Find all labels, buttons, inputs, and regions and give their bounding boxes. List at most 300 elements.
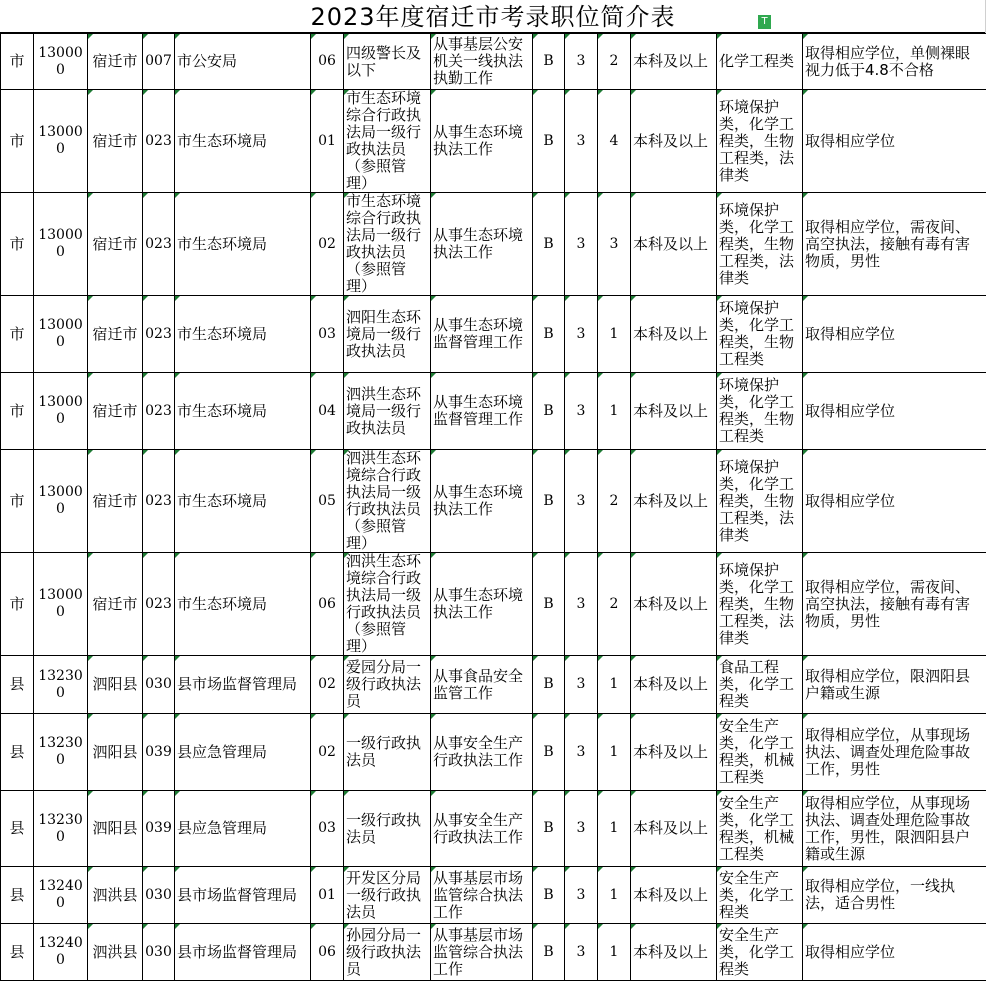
cell-note-icon xyxy=(344,553,349,558)
education-cell[interactable]: 本科及以上 xyxy=(631,296,717,373)
ratio-cell[interactable]: 3 xyxy=(565,656,598,714)
cell-note-icon xyxy=(533,867,538,872)
cell-note-icon xyxy=(143,924,148,929)
cell-note-icon xyxy=(311,656,316,661)
cell-note-icon xyxy=(344,714,349,719)
ratio-cell[interactable]: 3 xyxy=(565,924,598,981)
city-cell[interactable]: 宿迁市 xyxy=(88,553,143,656)
table-row[interactable] xyxy=(1,791,986,867)
education-cell[interactable]: 本科及以上 xyxy=(631,193,717,296)
cell-note-icon xyxy=(311,867,316,872)
education-cell[interactable]: 本科及以上 xyxy=(631,34,717,90)
count-cell[interactable]: 1 xyxy=(598,296,631,373)
cell-note-icon xyxy=(175,296,180,301)
dept-code-cell[interactable]: 130000 xyxy=(34,296,88,373)
cell-note-icon xyxy=(598,924,603,929)
cell-note-icon xyxy=(88,791,93,796)
cell-note-icon xyxy=(175,373,180,378)
cell-note-icon xyxy=(88,867,93,872)
level-cell[interactable]: 市 xyxy=(1,34,34,90)
cell-note-icon xyxy=(175,450,180,455)
city-cell[interactable]: 泗阳县 xyxy=(88,791,143,867)
cell-note-icon xyxy=(717,714,722,719)
cell-note-icon xyxy=(717,656,722,661)
cell-note-icon xyxy=(431,714,436,719)
unit-code-cell[interactable]: 023 xyxy=(143,193,175,296)
cell-note-icon xyxy=(431,34,436,39)
position-cell[interactable]: 一级行政执法员 xyxy=(344,791,431,867)
unit-code-cell[interactable]: 023 xyxy=(143,450,175,553)
cell-note-icon xyxy=(431,791,436,796)
cell-note-icon xyxy=(311,714,316,719)
unit-code-cell[interactable]: 030 xyxy=(143,924,175,981)
cell-note-icon xyxy=(631,296,636,301)
cell-note-icon xyxy=(431,656,436,661)
cell-note-icon xyxy=(88,714,93,719)
requirement-cell[interactable]: 取得相应学位 xyxy=(803,924,986,981)
table-row[interactable] xyxy=(1,924,986,981)
cell-note-icon xyxy=(88,90,93,95)
dept-code-cell[interactable]: 130000 xyxy=(34,450,88,553)
category-cell[interactable]: B xyxy=(533,296,565,373)
count-cell[interactable]: 1 xyxy=(598,714,631,791)
position-cell[interactable]: 爱园分局一级行政执法员 xyxy=(344,656,431,714)
duty-cell[interactable]: 从事生态环境监督管理工作 xyxy=(431,373,533,450)
cell-note-icon xyxy=(311,34,316,39)
position-cell[interactable]: 泗洪生态环境局一级行政执法员 xyxy=(344,373,431,450)
comment-marker-icon[interactable]: T xyxy=(758,15,771,29)
major-cell[interactable]: 安全生产类，化学工程类，机械工程类 xyxy=(717,791,803,867)
cell-note-icon xyxy=(717,553,722,558)
position-code-cell[interactable]: 03 xyxy=(311,791,344,867)
duty-cell[interactable]: 从事基层公安机关一线执法执勤工作 xyxy=(431,34,533,90)
cell-note-icon xyxy=(311,90,316,95)
category-cell[interactable]: B xyxy=(533,553,565,656)
category-cell[interactable]: B xyxy=(533,867,565,924)
ratio-cell[interactable]: 3 xyxy=(565,791,598,867)
level-cell[interactable]: 县 xyxy=(1,867,34,924)
cell-note-icon xyxy=(565,714,570,719)
cell-note-icon xyxy=(431,373,436,378)
requirement-cell[interactable]: 取得相应学位，一线执法，适合男性 xyxy=(803,867,986,924)
dept-code-cell[interactable]: 132400 xyxy=(34,924,88,981)
unit-cell[interactable]: 市生态环境局 xyxy=(175,373,311,450)
cell-note-icon xyxy=(88,553,93,558)
position-code-cell[interactable]: 01 xyxy=(311,867,344,924)
cell-note-icon xyxy=(717,924,722,929)
cell-note-icon xyxy=(631,373,636,378)
cell-note-icon xyxy=(143,714,148,719)
unit-code-cell[interactable]: 023 xyxy=(143,553,175,656)
cell-note-icon xyxy=(598,714,603,719)
cell-note-icon xyxy=(631,34,636,39)
level-cell[interactable]: 县 xyxy=(1,714,34,791)
unit-code-cell[interactable]: 039 xyxy=(143,791,175,867)
position-cell[interactable]: 开发区分局一级行政执法员 xyxy=(344,867,431,924)
cell-note-icon xyxy=(631,193,636,198)
cell-note-icon xyxy=(565,296,570,301)
dept-code-cell[interactable]: 132300 xyxy=(34,714,88,791)
cell-note-icon xyxy=(88,296,93,301)
city-cell[interactable]: 泗阳县 xyxy=(88,656,143,714)
major-cell[interactable]: 环境保护类，化学工程类，生物工程类，法律类 xyxy=(717,193,803,296)
dept-code-cell[interactable]: 132300 xyxy=(34,791,88,867)
city-cell[interactable]: 泗洪县 xyxy=(88,867,143,924)
cell-note-icon xyxy=(717,373,722,378)
category-cell[interactable]: B xyxy=(533,656,565,714)
cell-note-icon xyxy=(533,90,538,95)
duty-cell[interactable]: 从事生态环境执法工作 xyxy=(431,450,533,553)
dept-code-cell[interactable]: 130000 xyxy=(34,193,88,296)
unit-cell[interactable]: 县应急管理局 xyxy=(175,791,311,867)
requirement-cell[interactable]: 取得相应学位，单侧裸眼视力低于4.8不合格 xyxy=(803,34,986,90)
unit-code-cell[interactable]: 030 xyxy=(143,867,175,924)
category-cell[interactable]: B xyxy=(533,714,565,791)
count-cell[interactable]: 2 xyxy=(598,450,631,553)
cell-note-icon xyxy=(175,656,180,661)
city-cell[interactable]: 宿迁市 xyxy=(88,450,143,553)
cell-note-icon xyxy=(565,867,570,872)
ratio-cell[interactable]: 3 xyxy=(565,193,598,296)
requirement-cell[interactable]: 取得相应学位，需夜间、高空执法，接触有毒有害物质，男性 xyxy=(803,553,986,656)
education-cell[interactable]: 本科及以上 xyxy=(631,450,717,553)
cell-note-icon xyxy=(175,867,180,872)
count-cell[interactable]: 2 xyxy=(598,553,631,656)
city-cell[interactable]: 宿迁市 xyxy=(88,373,143,450)
cell-note-icon xyxy=(88,450,93,455)
ratio-cell[interactable]: 3 xyxy=(565,34,598,90)
level-cell[interactable]: 市 xyxy=(1,373,34,450)
duty-cell[interactable]: 从事安全生产行政执法工作 xyxy=(431,791,533,867)
count-cell[interactable]: 1 xyxy=(598,867,631,924)
position-code-cell[interactable]: 06 xyxy=(311,924,344,981)
cell-note-icon xyxy=(175,791,180,796)
position-code-cell[interactable]: 06 xyxy=(311,553,344,656)
requirement-cell[interactable]: 取得相应学位 xyxy=(803,90,986,193)
table-row[interactable] xyxy=(1,296,986,373)
count-cell[interactable]: 1 xyxy=(598,924,631,981)
cell-note-icon xyxy=(803,34,808,39)
cell-note-icon xyxy=(311,791,316,796)
cell-note-icon xyxy=(565,450,570,455)
position-code-cell[interactable]: 02 xyxy=(311,656,344,714)
table-row[interactable] xyxy=(1,90,986,193)
cell-note-icon xyxy=(565,924,570,929)
dept-code-cell[interactable]: 130000 xyxy=(34,34,88,90)
cell-note-icon xyxy=(533,714,538,719)
cell-note-icon xyxy=(631,714,636,719)
page-title: 2023年度宿迁市考录职位简介表 xyxy=(0,2,986,32)
level-cell[interactable]: 市 xyxy=(1,193,34,296)
table-row[interactable] xyxy=(1,656,986,714)
unit-code-cell[interactable]: 039 xyxy=(143,714,175,791)
duty-cell[interactable]: 从事生态环境监督管理工作 xyxy=(431,296,533,373)
cell-note-icon xyxy=(565,553,570,558)
cell-note-icon xyxy=(344,867,349,872)
cell-note-icon xyxy=(175,714,180,719)
title-row xyxy=(0,0,986,33)
position-code-cell[interactable]: 05 xyxy=(311,450,344,553)
ratio-cell[interactable]: 3 xyxy=(565,867,598,924)
cell-note-icon xyxy=(175,553,180,558)
requirement-cell[interactable]: 取得相应学位 xyxy=(803,450,986,553)
cell-note-icon xyxy=(311,924,316,929)
requirement-cell[interactable]: 取得相应学位，从事现场执法、调查处理危险事故工作，男性 xyxy=(803,714,986,791)
cell-note-icon xyxy=(631,867,636,872)
cell-note-icon xyxy=(533,553,538,558)
cell-note-icon xyxy=(803,553,808,558)
cell-note-icon xyxy=(565,373,570,378)
education-cell[interactable]: 本科及以上 xyxy=(631,867,717,924)
cell-note-icon xyxy=(431,193,436,198)
cell-note-icon xyxy=(311,450,316,455)
requirement-cell[interactable]: 取得相应学位，从事现场执法、调查处理危险事故工作，男性，限泗阳县户籍或生源 xyxy=(803,791,986,867)
cell-note-icon xyxy=(717,193,722,198)
cell-note-icon xyxy=(431,450,436,455)
category-cell[interactable]: B xyxy=(533,791,565,867)
category-cell[interactable]: B xyxy=(533,193,565,296)
cell-note-icon xyxy=(143,867,148,872)
education-cell[interactable]: 本科及以上 xyxy=(631,924,717,981)
cell-note-icon xyxy=(344,924,349,929)
cell-note-icon xyxy=(565,656,570,661)
cell-note-icon xyxy=(344,656,349,661)
table-row[interactable] xyxy=(1,553,986,656)
count-cell[interactable]: 1 xyxy=(598,656,631,714)
table-row[interactable] xyxy=(1,193,986,296)
cell-note-icon xyxy=(431,296,436,301)
cell-note-icon xyxy=(344,90,349,95)
count-cell[interactable]: 1 xyxy=(598,373,631,450)
cell-note-icon xyxy=(175,34,180,39)
duty-cell[interactable]: 从事基层市场监管综合执法工作 xyxy=(431,867,533,924)
cell-note-icon xyxy=(598,373,603,378)
city-cell[interactable]: 宿迁市 xyxy=(88,193,143,296)
major-cell[interactable]: 化学工程类 xyxy=(717,34,803,90)
education-cell[interactable]: 本科及以上 xyxy=(631,656,717,714)
cell-note-icon xyxy=(88,373,93,378)
city-cell[interactable]: 宿迁市 xyxy=(88,90,143,193)
table-body xyxy=(1,34,986,981)
cell-note-icon xyxy=(143,450,148,455)
cell-note-icon xyxy=(598,553,603,558)
cell-note-icon xyxy=(311,193,316,198)
cell-note-icon xyxy=(88,924,93,929)
ratio-cell[interactable]: 3 xyxy=(565,296,598,373)
cell-note-icon xyxy=(143,373,148,378)
cell-note-icon xyxy=(803,193,808,198)
unit-code-cell[interactable]: 023 xyxy=(143,296,175,373)
unit-cell[interactable]: 市生态环境局 xyxy=(175,450,311,553)
education-cell[interactable]: 本科及以上 xyxy=(631,791,717,867)
level-cell[interactable]: 市 xyxy=(1,296,34,373)
cell-note-icon xyxy=(143,296,148,301)
major-cell[interactable]: 食品工程类，化学工程类 xyxy=(717,656,803,714)
cell-note-icon xyxy=(598,791,603,796)
cell-note-icon xyxy=(631,791,636,796)
duty-cell[interactable]: 从事食品安全监管工作 xyxy=(431,656,533,714)
count-cell[interactable]: 2 xyxy=(598,34,631,90)
major-cell[interactable]: 环境保护类，化学工程类，生物工程类，法律类 xyxy=(717,450,803,553)
cell-note-icon xyxy=(143,791,148,796)
position-code-cell[interactable]: 04 xyxy=(311,373,344,450)
table-row[interactable] xyxy=(1,34,986,90)
cell-note-icon xyxy=(565,34,570,39)
level-cell[interactable]: 市 xyxy=(1,90,34,193)
level-cell[interactable]: 市 xyxy=(1,553,34,656)
level-cell[interactable]: 县 xyxy=(1,656,34,714)
cell-note-icon xyxy=(533,450,538,455)
cell-note-icon xyxy=(143,553,148,558)
cell-note-icon xyxy=(598,34,603,39)
unit-code-cell[interactable]: 023 xyxy=(143,373,175,450)
cell-note-icon xyxy=(598,296,603,301)
duty-cell[interactable]: 从事生态环境执法工作 xyxy=(431,193,533,296)
education-cell[interactable]: 本科及以上 xyxy=(631,373,717,450)
requirement-cell[interactable]: 取得相应学位 xyxy=(803,373,986,450)
unit-cell[interactable]: 市生态环境局 xyxy=(175,296,311,373)
major-cell[interactable]: 环境保护类，化学工程类，生物工程类 xyxy=(717,296,803,373)
major-cell[interactable]: 环境保护类，化学工程类，生物工程类，法律类 xyxy=(717,90,803,193)
category-cell[interactable]: B xyxy=(533,373,565,450)
cell-note-icon xyxy=(803,924,808,929)
cell-note-icon xyxy=(311,373,316,378)
table-row[interactable] xyxy=(1,450,986,553)
table-row[interactable] xyxy=(1,373,986,450)
position-code-cell[interactable]: 02 xyxy=(311,193,344,296)
requirement-cell[interactable]: 取得相应学位，需夜间、高空执法，接触有毒有害物质，男性 xyxy=(803,193,986,296)
positions-table xyxy=(0,33,986,981)
category-cell[interactable]: B xyxy=(533,924,565,981)
level-cell[interactable]: 市 xyxy=(1,450,34,553)
education-cell[interactable]: 本科及以上 xyxy=(631,553,717,656)
category-cell[interactable]: B xyxy=(533,34,565,90)
cell-note-icon xyxy=(598,656,603,661)
cell-note-icon xyxy=(803,714,808,719)
count-cell[interactable]: 4 xyxy=(598,90,631,193)
ratio-cell[interactable]: 3 xyxy=(565,90,598,193)
cell-note-icon xyxy=(565,193,570,198)
city-cell[interactable]: 泗洪县 xyxy=(88,924,143,981)
position-code-cell[interactable]: 03 xyxy=(311,296,344,373)
major-cell[interactable]: 环境保护类，化学工程类，生物工程类 xyxy=(717,373,803,450)
duty-cell[interactable]: 从事基层市场监管综合执法工作 xyxy=(431,924,533,981)
cell-note-icon xyxy=(311,296,316,301)
unit-code-cell[interactable]: 007 xyxy=(143,34,175,90)
cell-note-icon xyxy=(717,90,722,95)
count-cell[interactable]: 1 xyxy=(598,791,631,867)
unit-code-cell[interactable]: 030 xyxy=(143,656,175,714)
education-cell[interactable]: 本科及以上 xyxy=(631,714,717,791)
ratio-cell[interactable]: 3 xyxy=(565,714,598,791)
cell-note-icon xyxy=(344,373,349,378)
major-cell[interactable]: 环境保护类，化学工程类，生物工程类，法律类 xyxy=(717,553,803,656)
position-cell[interactable]: 孙园分局一级行政执法员 xyxy=(344,924,431,981)
cell-note-icon xyxy=(803,656,808,661)
duty-cell[interactable]: 从事生态环境执法工作 xyxy=(431,553,533,656)
position-cell[interactable]: 一级行政执法员 xyxy=(344,714,431,791)
position-code-cell[interactable]: 06 xyxy=(311,34,344,90)
major-cell[interactable]: 安全生产类，化学工程类，机械工程类 xyxy=(717,714,803,791)
requirement-cell[interactable]: 取得相应学位，限泗阳县户籍或生源 xyxy=(803,656,986,714)
cell-note-icon xyxy=(88,656,93,661)
cell-note-icon xyxy=(533,791,538,796)
duty-cell[interactable]: 从事安全生产行政执法工作 xyxy=(431,714,533,791)
city-cell[interactable]: 泗阳县 xyxy=(88,714,143,791)
position-cell[interactable]: 泗洪生态环境综合行政执法局一级行政执法员（参照管理） xyxy=(344,450,431,553)
cell-note-icon xyxy=(344,193,349,198)
ratio-cell[interactable]: 3 xyxy=(565,373,598,450)
cell-note-icon xyxy=(344,34,349,39)
level-cell[interactable]: 县 xyxy=(1,924,34,981)
city-cell[interactable]: 宿迁市 xyxy=(88,296,143,373)
position-cell[interactable]: 泗阳生态环境局一级行政执法员 xyxy=(344,296,431,373)
cell-note-icon xyxy=(143,90,148,95)
requirement-cell[interactable]: 取得相应学位 xyxy=(803,296,986,373)
major-cell[interactable]: 安全生产类，化学工程类 xyxy=(717,867,803,924)
dept-code-cell[interactable]: 132300 xyxy=(34,656,88,714)
cell-note-icon xyxy=(803,867,808,872)
ratio-cell[interactable]: 3 xyxy=(565,450,598,553)
category-cell[interactable]: B xyxy=(533,90,565,193)
cell-note-icon xyxy=(175,193,180,198)
position-cell[interactable]: 市生态环境综合行政执法局一级行政执法员（参照管理） xyxy=(344,90,431,193)
unit-cell[interactable]: 市生态环境局 xyxy=(175,90,311,193)
unit-cell[interactable]: 县市场监督管理局 xyxy=(175,924,311,981)
city-cell[interactable]: 宿迁市 xyxy=(88,34,143,90)
dept-code-cell[interactable]: 132400 xyxy=(34,867,88,924)
dept-code-cell[interactable]: 130000 xyxy=(34,90,88,193)
position-code-cell[interactable]: 01 xyxy=(311,90,344,193)
level-cell[interactable]: 县 xyxy=(1,791,34,867)
unit-cell[interactable]: 县应急管理局 xyxy=(175,714,311,791)
cell-note-icon xyxy=(533,296,538,301)
cell-note-icon xyxy=(803,450,808,455)
count-cell[interactable]: 3 xyxy=(598,193,631,296)
position-cell[interactable]: 泗洪生态环境综合行政执法局一级行政执法员（参照管理） xyxy=(344,553,431,656)
dept-code-cell[interactable]: 130000 xyxy=(34,553,88,656)
unit-cell[interactable]: 市公安局 xyxy=(175,34,311,90)
cell-note-icon xyxy=(143,656,148,661)
cell-note-icon xyxy=(431,90,436,95)
dept-code-cell[interactable]: 130000 xyxy=(34,373,88,450)
major-cell[interactable]: 安全生产类，化学工程类 xyxy=(717,924,803,981)
ratio-cell[interactable]: 3 xyxy=(565,553,598,656)
position-cell[interactable]: 市生态环境综合行政执法局一级行政执法员（参照管理） xyxy=(344,193,431,296)
cell-note-icon xyxy=(88,193,93,198)
education-cell[interactable]: 本科及以上 xyxy=(631,90,717,193)
cell-note-icon xyxy=(143,193,148,198)
cell-note-icon xyxy=(717,791,722,796)
duty-cell[interactable]: 从事生态环境执法工作 xyxy=(431,90,533,193)
cell-note-icon xyxy=(631,924,636,929)
position-code-cell[interactable]: 02 xyxy=(311,714,344,791)
unit-cell[interactable]: 市生态环境局 xyxy=(175,553,311,656)
cell-note-icon xyxy=(143,34,148,39)
cell-note-icon xyxy=(431,924,436,929)
unit-cell[interactable]: 市生态环境局 xyxy=(175,193,311,296)
position-cell[interactable]: 四级警长及以下 xyxy=(344,34,431,90)
table-row[interactable] xyxy=(1,867,986,924)
unit-cell[interactable]: 县市场监督管理局 xyxy=(175,867,311,924)
unit-cell[interactable]: 县市场监督管理局 xyxy=(175,656,311,714)
category-cell[interactable]: B xyxy=(533,450,565,553)
cell-note-icon xyxy=(431,553,436,558)
cell-note-icon xyxy=(717,34,722,39)
unit-code-cell[interactable]: 023 xyxy=(143,90,175,193)
cell-note-icon xyxy=(344,450,349,455)
table-row[interactable] xyxy=(1,714,986,791)
